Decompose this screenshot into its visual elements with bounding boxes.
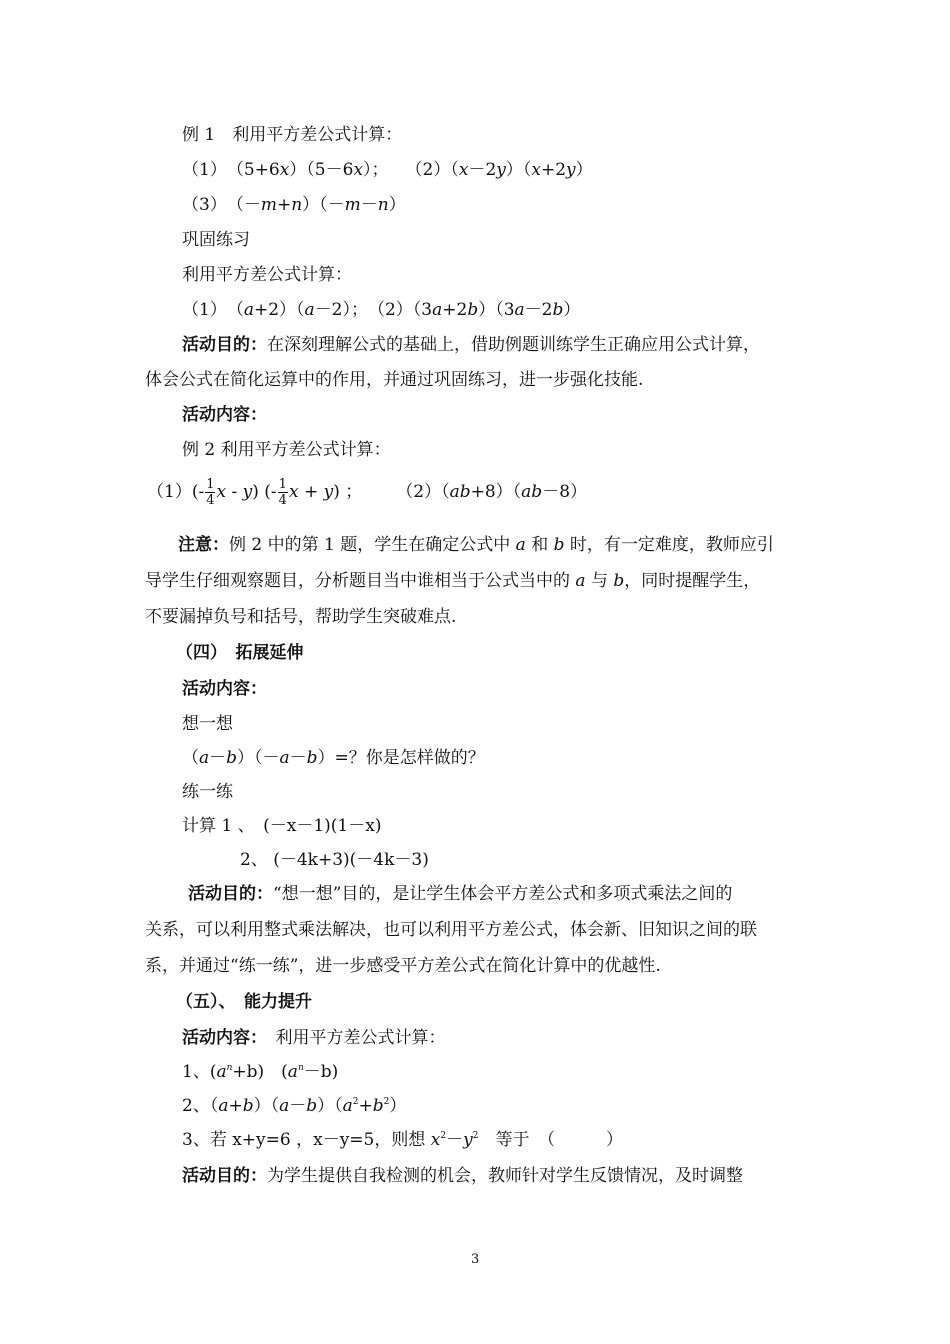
example2-title: 例 2 利用平方差公式计算： [182, 440, 391, 460]
fraction-one-quarter: $\frac{1}{4}$ [278, 477, 287, 508]
example1-q1-q2: （1） （5+6x）（5－6x）； （2）（x－2y）（x+2y） [182, 160, 593, 180]
goal2-label: 活动目的： [188, 884, 273, 904]
section4-title: （四） 拓展延伸 [176, 643, 304, 663]
page-number: 3 [471, 1252, 480, 1267]
fraction-one-quarter: $\frac{1}{4}$ [206, 477, 215, 508]
practice-questions: （1） （a+2）（a－2）； （2）（3a+2b）（3a－2b） [182, 300, 581, 320]
calc-line2: 2、 (－4k+3)(－4k－3) [240, 850, 429, 870]
calc-line1: 计算 1 、 (－x－1)(1－x) [182, 816, 382, 836]
think-question: （a－b）（－a－b）=？你是怎样做的？ [182, 748, 485, 768]
think-heading: 想一想 [182, 714, 233, 734]
section5-content-line: 活动内容： 利用平方差公式计算： [182, 1028, 446, 1048]
example1-title: 例 1 利用平方差公式计算： [182, 125, 403, 145]
practice-heading: 练一练 [182, 782, 233, 802]
goal1-line1: 活动目的：在深刻理解公式的基础上，借助例题训练学生正确应用公式计算， [182, 335, 760, 355]
note-line3: 不要漏掉负号和括号，帮助学生突破难点. [145, 607, 457, 627]
section5-title: （五）、 能力提升 [176, 992, 312, 1012]
note-line2: 导学生仔细观察题目，分析题目当中谁相当于公式当中的 a 与 b，同时提醒学生， [145, 571, 761, 591]
goal2-line3: 系，并通过“练一练”，进一步感受平方差公式在简化计算中的优越性. [145, 956, 661, 976]
section5-content-label: 活动内容： [182, 1028, 259, 1048]
practice-title: 巩固练习 [182, 230, 250, 250]
goal2-line2: 关系，可以利用整式乘法解决，也可以利用平方差公式，体会新、旧知识之间的联 [145, 920, 757, 940]
goal1-line2: 体会公式在简化运算中的作用，并通过巩固练习，进一步强化技能. [145, 370, 644, 390]
example2-questions: （1）(- $\frac{1}{4}$ x - y) (- $\frac{1}{4}$ x + y) ； （2）（ab+8）（ab－8） [147, 477, 588, 508]
practice-instruction: 利用平方差公式计算： [182, 265, 352, 285]
note-label: 注意： [178, 535, 229, 555]
goal1-label: 活动目的： [182, 335, 267, 355]
note-line1: 注意：例 2 中的第 1 题，学生在确定公式中 a 和 b 时，有一定难度，教师应引 [178, 535, 774, 555]
goal3-line1: 活动目的：为学生提供自我检测的机会，教师针对学生反馈情况，及时调整 [182, 1166, 743, 1186]
goal2-line1: 活动目的：“想一想”目的，是让学生体会平方差公式和多项式乘法之间的 [188, 884, 733, 904]
content1-label: 活动内容： [182, 405, 267, 425]
example1-q3: （3） （－m+n）（－m－n） [182, 195, 406, 215]
section5-q2: 2、$(a+b)(a-b)(a^2+b^2)$ [182, 1096, 407, 1116]
section4-content-label: 活动内容： [182, 679, 267, 699]
section5-q1: 1、$(a^n+b)$ $(a^n-b)$ [182, 1062, 339, 1082]
goal3-label: 活动目的： [182, 1166, 267, 1186]
section5-q3: 3、若 x+y=6 ，x－y=5，则想 $x^2-y^2$ 等于 （ ） [182, 1130, 623, 1150]
